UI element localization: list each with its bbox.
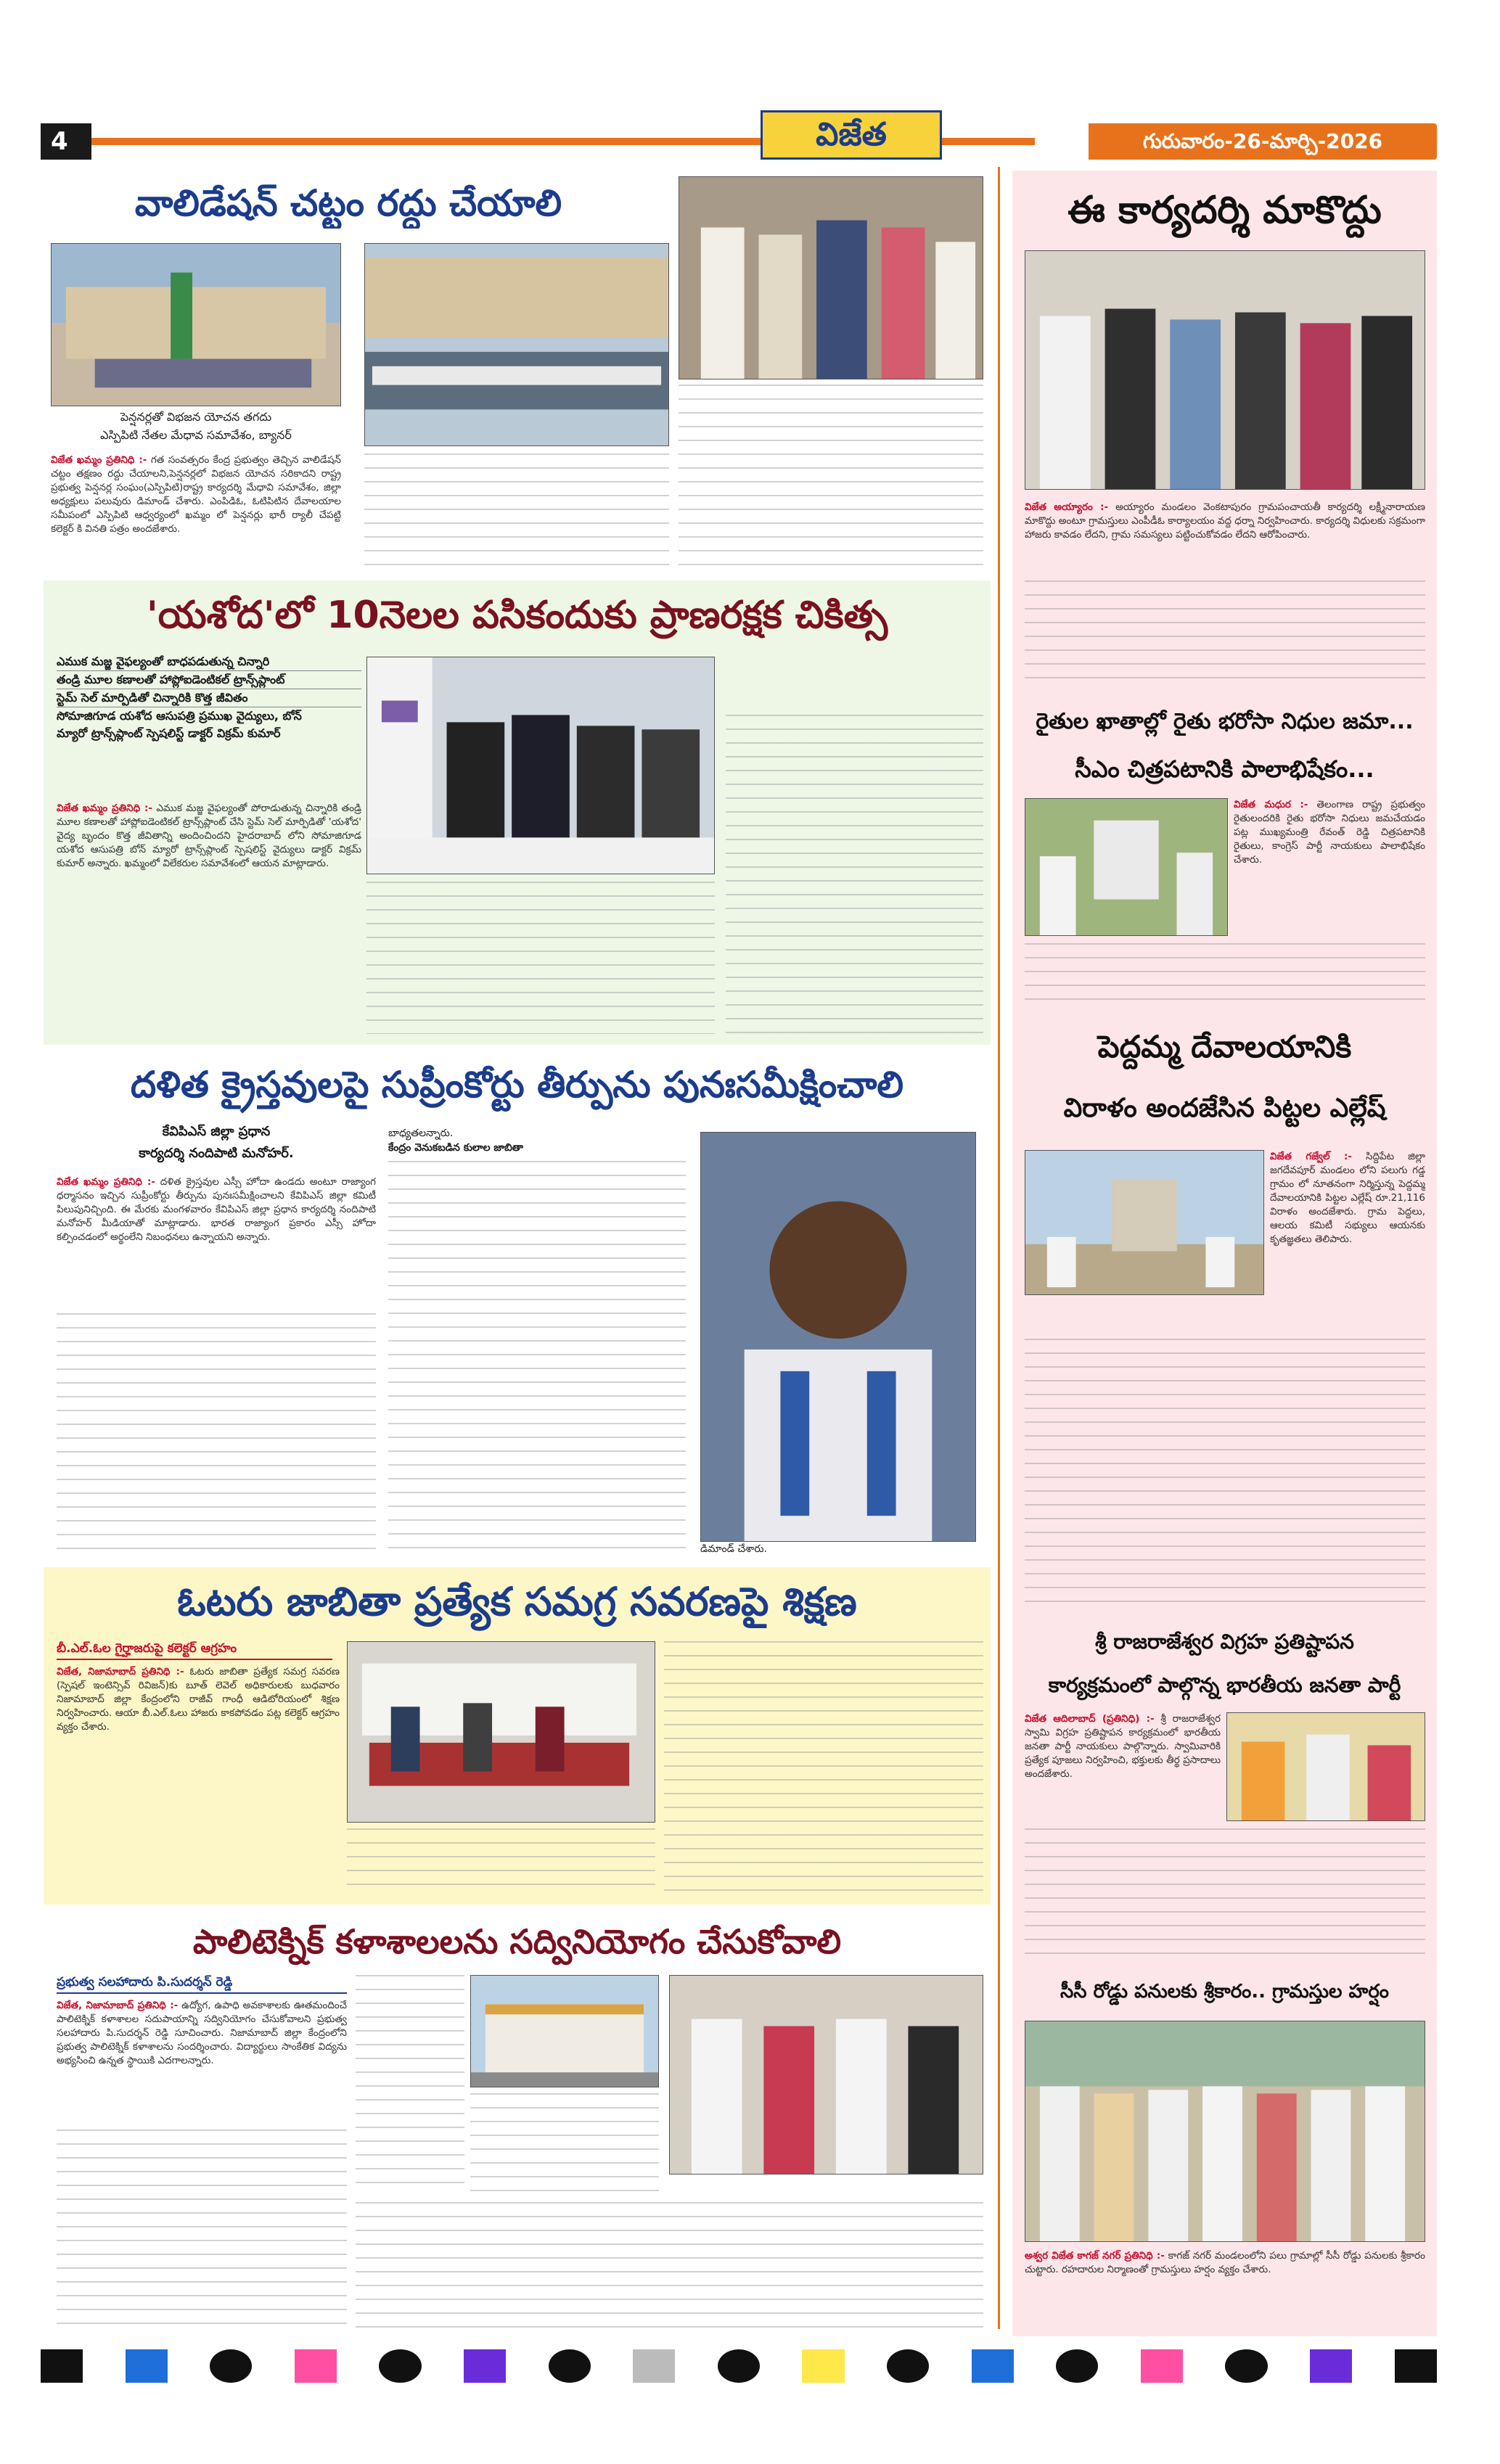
story2-subhead: సోమాజిగూడ యశోద ఆసుపత్రి ప్రముఖ వైద్యులు, బోన్ [57, 709, 302, 723]
story5-body: ఉద్యోగ, ఉపాధి అవకాశాలకు ఊతమందించే పాలిటెక్నిక్ కళాశాలల సదుపాయాన్ని సద్వినియోగం చేసుకోవాలని ప్రభుత్వ సలహాదారు పి.సుదర్శన్ రెడ్డి సూచించారు. నిజామాబాద్ జిల్లా కేంద్రంలోని ప్రభుత్వ పాలిటెక్నిక్ కళాశాలను సందర్శించారు. విద్యార్థులు సాంకేతిక విద్యను అభ్యసించి ఉన్నత స్థాయికి ఎదగాలన్నారు. [57, 2000, 347, 2066]
right-story2-headline2: సీఎం చిత్రపటానికి పాలాభిషేకం... [1075, 755, 1374, 783]
story5-body-col1-more [57, 2130, 347, 2329]
right-story1-photo [1025, 250, 1425, 490]
right-story5-headline: సీసీ రోడ్డు పనులకు శ్రీకారం.. గ్రామస్తుల హర్షం [1060, 1981, 1389, 2003]
story1-body-col1 [51, 453, 341, 570]
story3-col2-head [388, 1126, 686, 1155]
story1-photo-statue [51, 243, 341, 406]
right-story3-headline2: విరాళం అందజేసిన పిట్టల ఎల్లేష్ [1063, 1093, 1386, 1123]
story2-photo-press [366, 657, 715, 874]
story1-body-col2 [364, 453, 669, 570]
right-story2-photo [1025, 798, 1228, 936]
story3-body-col1-more [57, 1313, 376, 1556]
story2-subhead: స్టెమ్ సెల్ మార్పిడితో చిన్నారికి కొత్త జీవితం [57, 689, 361, 707]
right-story3-headline1: పెద్దమ్మ దేవాలయానికి [1097, 1029, 1352, 1064]
story3-headline: దళిత క్రైస్తవులపై సుప్రీంకోర్టు తీర్పును పునఃసమీక్షించాలి [130, 1064, 904, 1106]
story2-subheads [57, 653, 361, 798]
story5-kicker: ప్రభుత్వ సలహాదారు పి.సుదర్శన్ రెడ్డి [57, 1975, 347, 1994]
story5-photo-building [470, 1975, 659, 2087]
right-story1-body-more [1025, 580, 1425, 689]
right-story3-dateline: విజేత గజ్వేల్ :- [1270, 1151, 1352, 1162]
story4-body-col2 [347, 1828, 655, 1897]
story3-kicker-line2: కార్యదర్శి నందిపాటి మనోహర్. [139, 1146, 294, 1161]
story2-body-col3 [726, 715, 983, 1034]
story3-kicker-line1: కేవిపిఎస్ జిల్లా ప్రధాన [162, 1124, 271, 1139]
story4-body-col1 [57, 1665, 340, 1897]
story3-kicker [57, 1121, 376, 1165]
story4-photo-stage [347, 1641, 655, 1823]
story5-dateline: విజేత, నిజామాబాద్ ప్రతినిధి :- [57, 2000, 179, 2011]
story5-body-wide [356, 2202, 983, 2329]
right-story5-dateline: అశ్వర విజేత కాగజ్ నగర్ ప్రతినిధి :- [1025, 2250, 1165, 2262]
story4-body-col3 [664, 1641, 983, 1897]
story1-body-col3 [679, 385, 983, 570]
story1-body: గత సంవత్సరం కేంద్ర ప్రభుత్వం తెచ్చిన వాలిడేషన్ చట్టం తక్షణం రద్దు చేయాలని,పెన్షనర్లలో విభజన యోచన సరికాదని రాష్ట్ర ప్రభుత్వ పెన్షనర్ల సంఘం(ఎస్పిపిటి)రాష్ట్ర కార్యదర్శి మేధావి సమావేశం, జిల్లా అధ్యక్షులు పలువురు డిమాండ్ చేశారు. ఎంపిడిఓ, ఓటిపిటిన దేవాలయాల సమీపంలో ఎస్పిపిటి ఆధ్వర్యంలో ఖమ్మం లో పెన్షనర్లు భారీ ర్యాలీ చేపట్టి కలెక్టర్ కి వినతి పత్రం అందజేశారు. [51, 454, 341, 535]
story5-body-col2 [356, 1975, 464, 2193]
story3-dateline: విజేత ఖమ్మం ప్రతినిధి :- [57, 1176, 156, 1188]
right-story2-headline1: రైతుల ఖాతాల్లో రైతు భరోసా నిధుల జమా... [1036, 709, 1414, 734]
story2-headline: 'యశోద'లో 10నెలల పసికందుకు ప్రాణరక్షక చికిత్స [146, 594, 888, 637]
story5-headline: పాలిటెక్నిక్ కళాశాలలను సద్వినియోగం చేసుకోవాలి [192, 1922, 842, 1961]
story4-kicker: బీ.ఎల్.ఓల గైర్హాజరుపై కలెక్టర్ ఆగ్రహం [57, 1641, 332, 1660]
story2-body-col2 [366, 882, 715, 1034]
story1-headline: వాలిడేషన్ చట్టం రద్దు చేయాలి [134, 182, 562, 224]
right-story2-body-more [1025, 943, 1425, 1009]
story3-photo-portrait [700, 1132, 976, 1542]
story3-col2-head-text: బాధ్యతలన్నారు. [388, 1128, 454, 1139]
story3-body-col2 [388, 1161, 686, 1556]
story4-headline: ఓటరు జాబితా ప్రత్యేక సమగ్ర సవరణపై శిక్షణ [177, 1579, 857, 1625]
right-story4-dateline: విజేత ఆదిలాబాద్ (ప్రతినిధి) :- [1025, 1713, 1155, 1725]
right-story2-dateline: విజేత మధుర :- [1234, 799, 1308, 810]
story3-photo-caption: డిమాండ్ చేశారు. [700, 1543, 768, 1555]
right-story2-text: తెలంగాణ రాష్ట్ర ప్రభుత్వం రైతులందరికి రైతు భరోసా నిధులు జమచేయడం పట్ల ముఖ్యమంత్రి రేవంత్ రెడ్డి చిత్రపటానికి రైతులు, కాంగ్రెస్ పార్టీ నాయకులు పాలాభిషేకం చేశారు. [1234, 799, 1425, 866]
right-story4-headline2: కార్యక్రమంలో పాల్గొన్న భారతీయ జనతా పార్టీ [1048, 1673, 1401, 1697]
story3-body: దళిత క్రైస్తవుల ఎస్సీ హోదా ఉండదు అంటూ రాజ్యాంగ ధర్మాసనం ఇచ్చిన సుప్రీంకోర్టు తీర్పును పునఃసమీక్షించాలని కేవిపిఎస్ జిల్లా కమిటీ పిలుపునిచ్చింది. ఈ మేరకు మంగళవారం కేవిపిఎస్ జిల్లా ప్రధాన కార్యదర్శి నందిపాటి మనోహర్ మీడియాతో మాట్లాడారు. భారత రాజ్యాంగ ప్రకారం ఎస్సీ హోదా కల్పించడంలో అర్థంలేని నిబంధనలు ఉన్నాయని అన్నారు. [57, 1176, 376, 1243]
page-number: 4 [41, 123, 91, 160]
story2-dateline: విజేత ఖమ్మం ప్రతినిధి :- [57, 802, 152, 814]
right-story5-body [1025, 2249, 1425, 2333]
right-story3-body-more [1025, 1339, 1425, 1611]
story3-col2-sub: కేంద్రం వెనుకబడిన కులాల జాబితా [388, 1142, 524, 1154]
right-story4-text: శ్రీ రాజరాజేశ్వర స్వామి విగ్రహ ప్రతిష్టాపన కార్యక్రమంలో భారతీయ జనతా పార్టీ నాయకులు పాల్గొన్నారు. స్వామివారికి ప్రత్యేక పూజలు నిర్వహించి, భక్తులకు తీర్థ ప్రసాదాలు అందజేశారు. [1025, 1713, 1221, 1780]
story1-dateline: విజేత ఖమ్మం ప్రతినిధి :- [51, 454, 147, 466]
newspaper-logo: విజేత [761, 110, 942, 160]
story4-dateline: విజేత, నిజామాబాద్ ప్రతినిధి :- [57, 1666, 184, 1677]
story5-body-col3 [470, 2093, 659, 2195]
right-story4-body-more [1025, 1828, 1425, 1963]
story2-subhead: ఎముక మజ్జ వైఫల్యంతో బాధపడుతున్న చిన్నారి [57, 653, 361, 671]
right-story1-dateline: విజేత అయ్యారం :- [1025, 501, 1109, 513]
column-separator [998, 167, 1000, 2329]
story1-photo-rally [364, 243, 669, 446]
story2-subhead: తండ్రి మూల కణాలతో హాప్లోఐడెంటికల్ ట్రాన్స్‌ప్లాంట్ [57, 671, 361, 689]
right-story3-text: సిద్దిపేట జిల్లా జగదేవపూర్ మండలం లోని పలుగు గడ్డ గ్రామం లో నూతనంగా నిర్మిస్తున్న పెద్దమ్మ దేవాలయానికి పిట్టల ఎల్లేష్ రూ.21,116 విరాళం అందజేశారు. గ్రామ పెద్దలు, ఆలయ కమిటీ సభ్యులు ఆయనకు కృతజ్ఞతలు తెలిపారు. [1270, 1151, 1425, 1245]
story2-body: ఎముక మజ్జ వైఫల్యంతో పోరాడుతున్న చిన్నారికి తండ్రి మూల కణాలతో హాప్లోఐడెంటికల్ ట్రాన్స్‌ప్లాంట్ చేసి స్టెమ్ సెల్ మార్పిడితో 'యశోద' వైద్య బృందం కొత్త జీవితాన్ని అందించిందని హైదరాబాద్ లోని సోమాజిగూడ యశోద ఆసుపత్రి బోన్ మ్యారో ట్రాన్స్‌ప్లాంట్ స్పెషలిస్ట్ వైద్యులు డాక్టర్ విక్రమ్ కుమార్ అన్నారు. ఖమ్మంలో విలేకరుల సమావేశంలో ఆయన మాట్లాడారు. [57, 802, 361, 869]
right-story1-text: అయ్యారం మండలం వెంకటాపురం గ్రామపంచాయతీ కార్యదర్శి లక్ష్మీనారాయణ మాకొద్దు అంటూ గ్రామస్తులు ఎంపీడీఓ కార్యాలయం వద్ద ధర్నా నిర్వహించారు. కార్యదర్శి విధులకు సక్రమంగా హాజరు కావడం లేదని, గ్రామ సమస్యలు పట్టించుకోవడం లేదని ఆరోపించారు. [1025, 501, 1425, 541]
right-story5-photo [1025, 2021, 1425, 2242]
story4-body: ఓటరు జాబితా ప్రత్యేక సమగ్ర సవరణ (స్పెషల్ ఇంటెన్సివ్ రివిజన్)కు బూత్ లెవెల్ అధికారులకు బుధవారం నిజామాబాద్ జిల్లా కేంద్రంలోని రాజీవ్ గాంధీ ఆడిటోరియంలో శిక్షణ నిర్వహించారు. ఆయా బీ.ఎల్.ఓలు హాజరు కాకపోవడం పట్ల కలెక్టర్ ఆగ్రహం వ్యక్తం చేశారు. [57, 1666, 340, 1733]
date-banner: గురువారం-26-మార్చి-2026 [1089, 123, 1437, 160]
story2-body-col1 [57, 802, 361, 1034]
story2-subhead: మ్యారో ట్రాన్స్‌ప్లాంట్ స్పెషలిస్ట్ డాక్టర్ విక్రమ్ కుమార్ [57, 726, 281, 740]
right-story5-text: కాగజ్ నగర్ మండలంలోని పలు గ్రామాల్లో సీసీ రోడ్డు పనులకు శ్రీకారం చుట్టారు. రహదారుల నిర్మాణంతో గ్రామస్తులు హర్షం వ్యక్తం చేశారు. [1025, 2250, 1425, 2275]
print-color-bar [41, 2349, 1437, 2383]
right-story4-headline1: శ్రీ రాజరాజేశ్వర విగ్రహ ప్రతిష్టాపన [1095, 1630, 1354, 1654]
story5-photo-visit [669, 1975, 983, 2175]
right-story1-headline: ఈ కార్యదర్శి మాకొద్దు [1067, 189, 1382, 232]
story1-photo-group [679, 176, 983, 379]
right-story3-photo-temple [1025, 1150, 1264, 1295]
right-story4-photo [1226, 1712, 1425, 1821]
story1-caption1: పెన్షనర్లతో విభజన యోచన తగదు [120, 410, 272, 424]
right-story3-body [1270, 1150, 1425, 1331]
story1-caption2: ఎస్పిపిటి నేతల మేధావ సమావేశం, బ్యానర్ [100, 428, 292, 442]
